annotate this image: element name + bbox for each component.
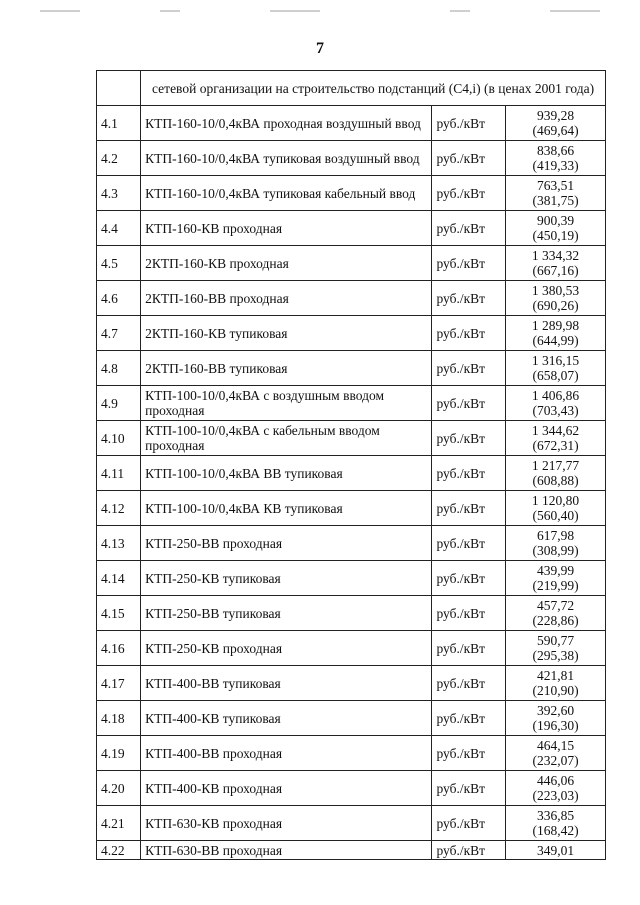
row-value-cell [506,701,606,736]
row-value: 446,06 [536,773,575,788]
row-value-cell [506,666,606,701]
row-value: 1 344,62 [531,423,580,438]
row-value: 336,85 [536,808,575,823]
row-value-cell [506,211,606,246]
row-number: 4.17 [97,666,141,701]
row-value-half: (690,26) [532,298,579,313]
table-row [97,491,606,526]
row-value-cell [506,491,606,526]
row-name: КТП-100-10/0,4кВА КВ тупиковая [141,491,432,526]
row-value-half: (667,16) [532,263,579,278]
row-value-half: (381,75) [532,193,579,208]
row-number: 4.11 [97,456,141,491]
row-value-half: (450,19) [532,228,579,243]
row-value: 838,66 [536,143,575,158]
row-value: 1 406,86 [531,388,580,403]
row-name: КТП-630-КВ проходная [141,806,432,841]
row-value: 1 120,80 [531,493,580,508]
row-value-half: (308,99) [532,543,579,558]
table-row [97,246,606,281]
row-value-half: (232,07) [532,753,579,768]
row-unit: руб./кВт [432,771,506,806]
row-value: 1 316,15 [531,353,580,368]
row-number: 4.13 [97,526,141,561]
row-value-cell [506,351,606,386]
row-value-half: (196,30) [532,718,579,733]
row-unit: руб./кВт [432,491,506,526]
row-number: 4.8 [97,351,141,386]
row-value-cell [506,631,606,666]
row-number: 4.1 [97,106,141,141]
row-value-half: (658,07) [532,368,579,383]
row-name: КТП-250-КВ тупиковая [141,561,432,596]
row-number: 4.10 [97,421,141,456]
row-name: КТП-160-10/0,4кВА проходная воздушный ввод [141,106,432,141]
row-number: 4.15 [97,596,141,631]
table-row [97,211,606,246]
row-value-half: (419,33) [532,158,579,173]
row-value-half: (672,31) [532,438,579,453]
row-number: 4.3 [97,176,141,211]
table-row [97,666,606,701]
row-value: 349,01 [536,842,575,858]
row-value-half: (210,90) [532,683,579,698]
row-name: КТП-250-ВВ проходная [141,526,432,561]
header-text: сетевой организации на строительство подстанций (С4,i) (в ценах 2001 года) [141,71,606,106]
row-value-half: (703,43) [532,403,579,418]
row-value: 900,39 [536,213,575,228]
row-value-half: (168,42) [532,823,579,838]
row-name: КТП-160-10/0,4кВА тупиковая кабельный ввод [141,176,432,211]
row-unit: руб./кВт [432,631,506,666]
scan-artifact [160,10,180,12]
row-value: 439,99 [536,563,575,578]
row-value: 421,81 [536,668,575,683]
row-unit: руб./кВт [432,666,506,701]
row-value: 939,28 [536,108,575,123]
row-value: 457,72 [536,598,575,613]
table-row [97,841,606,860]
row-value-cell [506,316,606,351]
row-value-cell [506,386,606,421]
row-number: 4.21 [97,806,141,841]
header-empty-cell [97,71,141,106]
row-number: 4.22 [97,841,141,860]
scan-artifact [270,10,320,12]
table-row [97,351,606,386]
table-row [97,386,606,421]
row-number: 4.12 [97,491,141,526]
row-unit: руб./кВт [432,106,506,141]
row-number: 4.7 [97,316,141,351]
row-name: КТП-400-ВВ проходная [141,736,432,771]
row-value-half: (608,88) [532,473,579,488]
row-value-half: (295,38) [532,648,579,663]
row-unit: руб./кВт [432,351,506,386]
row-value-cell [506,141,606,176]
row-value-cell [506,246,606,281]
row-name: КТП-400-ВВ тупиковая [141,666,432,701]
row-value: 1 289,98 [531,318,580,333]
table-row [97,106,606,141]
row-unit: руб./кВт [432,386,506,421]
row-name: КТП-100-10/0,4кВА ВВ тупиковая [141,456,432,491]
row-value: 617,98 [536,528,575,543]
row-value: 464,15 [536,738,575,753]
row-value-cell [506,736,606,771]
row-name: 2КТП-160-КВ тупиковая [141,316,432,351]
row-number: 4.19 [97,736,141,771]
table-row [97,736,606,771]
row-value-cell [506,421,606,456]
row-number: 4.4 [97,211,141,246]
row-name: КТП-250-КВ проходная [141,631,432,666]
row-name: 2КТП-160-КВ проходная [141,246,432,281]
row-unit: руб./кВт [432,596,506,631]
row-name: КТП-100-10/0,4кВА с воздушным вводом проходная [141,386,432,421]
table-row [97,806,606,841]
row-value: 392,60 [536,703,575,718]
row-unit: руб./кВт [432,701,506,736]
row-unit: руб./кВт [432,316,506,351]
row-number: 4.20 [97,771,141,806]
row-number: 4.16 [97,631,141,666]
row-value-cell [506,596,606,631]
row-unit: руб./кВт [432,456,506,491]
table-row [97,316,606,351]
row-unit: руб./кВт [432,806,506,841]
table-row [97,281,606,316]
row-value-half: (644,99) [532,333,579,348]
row-name: КТП-250-ВВ тупиковая [141,596,432,631]
row-name: КТП-400-КВ проходная [141,771,432,806]
row-value-cell [506,106,606,141]
row-name: КТП-160-КВ проходная [141,211,432,246]
scan-artifact [40,10,80,12]
row-name: КТП-630-ВВ проходная [141,841,432,860]
table-row [97,561,606,596]
row-value-cell [506,561,606,596]
row-unit: руб./кВт [432,736,506,771]
row-number: 4.5 [97,246,141,281]
row-value-cell [506,841,606,860]
tariff-table [96,70,606,860]
row-value: 1 217,77 [531,458,580,473]
row-name: 2КТП-160-ВВ тупиковая [141,351,432,386]
row-unit: руб./кВт [432,526,506,561]
table-header-row [97,71,606,106]
scan-artifact [450,10,470,12]
table-row [97,631,606,666]
row-unit: руб./кВт [432,141,506,176]
table-row [97,141,606,176]
row-value: 1 380,53 [531,283,580,298]
row-number: 4.6 [97,281,141,316]
row-unit: руб./кВт [432,841,506,860]
row-unit: руб./кВт [432,421,506,456]
row-value: 1 334,32 [531,248,580,263]
page-number: 7 [316,40,324,57]
row-value-cell [506,456,606,491]
scan-artifact [550,10,600,12]
row-unit: руб./кВт [432,211,506,246]
table-row [97,771,606,806]
row-value: 763,51 [536,178,575,193]
row-name: КТП-160-10/0,4кВА тупиковая воздушный ввод [141,141,432,176]
row-value-half: (469,64) [532,123,579,138]
row-value-half: (223,03) [532,788,579,803]
table-row [97,701,606,736]
row-unit: руб./кВт [432,561,506,596]
table-row [97,176,606,211]
row-value-cell [506,771,606,806]
row-value-cell [506,176,606,211]
row-value: 590,77 [536,633,575,648]
table-row [97,456,606,491]
row-name: КТП-100-10/0,4кВА с кабельным вводом проходная [141,421,432,456]
row-unit: руб./кВт [432,281,506,316]
row-value-half: (560,40) [532,508,579,523]
row-value-half: (228,86) [532,613,579,628]
table-row [97,421,606,456]
row-value-half: (219,99) [532,578,579,593]
row-number: 4.14 [97,561,141,596]
table-row [97,596,606,631]
row-name: 2КТП-160-ВВ проходная [141,281,432,316]
row-value-cell [506,281,606,316]
row-unit: руб./кВт [432,246,506,281]
row-name: КТП-400-КВ тупиковая [141,701,432,736]
row-value-cell [506,806,606,841]
row-number: 4.9 [97,386,141,421]
row-number: 4.2 [97,141,141,176]
row-value-cell [506,526,606,561]
row-number: 4.18 [97,701,141,736]
table-row [97,526,606,561]
row-unit: руб./кВт [432,176,506,211]
